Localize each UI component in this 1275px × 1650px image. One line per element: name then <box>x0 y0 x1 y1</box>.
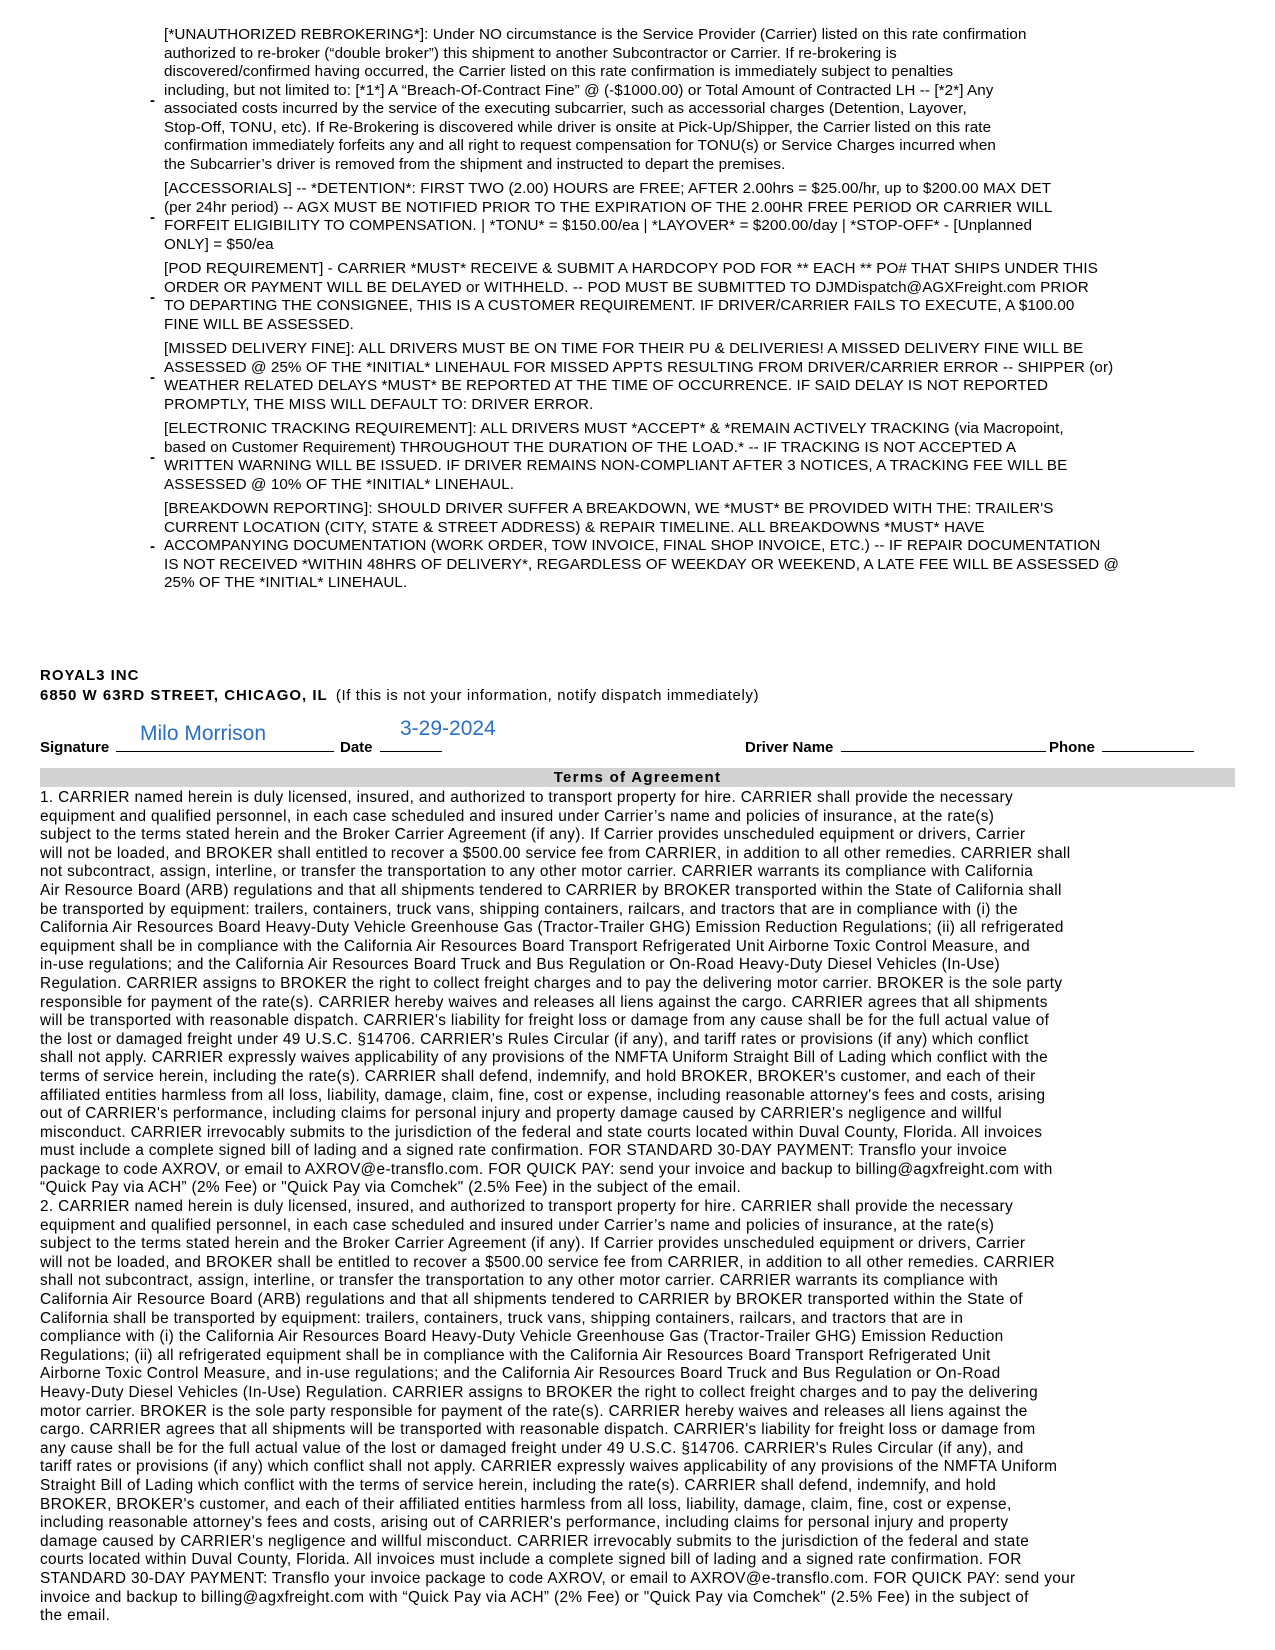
bullet-marker: - <box>150 208 155 226</box>
list-item <box>150 340 1230 414</box>
bullet-marker: - <box>150 288 155 306</box>
bullet-marker: - <box>150 91 155 109</box>
phone-label: Phone <box>1049 739 1095 756</box>
list-item <box>150 26 1230 174</box>
signature-value: Milo Morrison <box>140 722 267 745</box>
date-label: Date <box>340 739 373 756</box>
carrier-info <box>40 666 759 706</box>
phone-field[interactable] <box>1049 738 1194 756</box>
breakdown-reporting-clause: [BREAKDOWN REPORTING]: SHOULD DRIVER SUFFER A BREAKDOWN, WE *MUST* BE PROVIDED WITH THE: TRAILER'S CURRENT LOCATION (CITY, STATE & STREET ADDRESS) & REPAIR TIMELINE. ALL BREAKDOWNS *MUST* HAVE ACCOMPANYING DOCUMENTATION (WORK ORDER, TOW INVOICE, FINAL SHOP INVOICE, ETC.) -- IF REPAIR DOCUMENTATION IS NOT RECEIVED *WITHIN 48HRS OF DELIVERY*, REGARDLESS OF WEEKDAY OR WEEKEND, A LATE FEE WILL BE ASSESSED @ 25% OF THE *INITIAL* LINEHAUL. <box>164 500 1120 591</box>
carrier-info-notice: (If this is not your information, notify dispatch immediately) <box>335 687 760 704</box>
carrier-address: 6850 W 63RD STREET, CHICAGO, IL <box>40 687 328 704</box>
terms-paragraph-1: 1. CARRIER named herein is duly licensed, insured, and authorized to transport property for hire. CARRIER shall provide the necessary equipment and qualified personnel, in each case scheduled and insured under Carrier’s name and policies of insurance, at the rate(s) subject to the terms stated herein and the Broker Carrier Agreement (if any). If Carrier provides unscheduled equipment or drivers, Carrier will not be loaded, and BROKER shall entitled to recover a $500.00 service fee from CARRIER, in addition to all other remedies. CARRIER shall not subcontract, assign, interline, or transfer the transportation to any other motor carrier. CARRIER warrants its compliance with California Air Resource Board (ARB) regulations and that all shipments tendered to CARRIER by BROKER transported within the State of California shall be transported by equipment: trailers, containers, truck vans, shipping containers, railcars, and tractors that are in compliance with (i) the California Air Resources Board Heavy-Duty Vehicle Greenhouse Gas (Tractor-Trailer GHG) Emission Reduction Regulations; (ii) all refrigerated equipment shall be in compliance with the California Air Resources Board Transport Refrigerated Unit Airborne Toxic Control Measure, and in-use regulations; and the California Air Resources Board Truck and Bus Regulation or On-Road Heavy-Duty Diesel Vehicles (In-Use) Regulation. CARRIER assigns to BROKER the right to collect freight charges and to pay the delivering motor carrier. BROKER is the sole party responsible for payment of the rate(s). CARRIER hereby waives and releases all liens against the cargo. CARRIER agrees that all shipments will be transported with reasonable dispatch. CARRIER's liability for freight loss or damage from any cause shall be for the full actual value of the lost or damaged freight under 49 U.S.C. §14706. CARRIER's Rules Circular (if any), and tariff rates or provisions (if any) which conflict shall not apply. CARRIER expressly waives applicability of any provisions of the NMFTA Uniform Straight Bill of Lading which conflict with the terms of service herein, including the rate(s). CARRIER shall defend, indemnify, and hold BROKER, BROKER's customer, and each of their affiliated entities harmless from all loss, liability, damage, claim, fine, cost or expense, including reasonable attorney's fees and costs, arising out of CARRIER's performance, including claims for personal injury and property damage caused by CARRIER's negligence and willful misconduct. CARRIER irrevocably submits to the jurisdiction of the federal and state courts located within Duval County, Florida. All invoices must include a complete signed bill of lading and a signed rate confirmation. FOR STANDARD 30-DAY PAYMENT: Transflo your invoice package to code AXROV, or email to AXROV@e-transflo.com. FOR QUICK PAY: send your invoice and backup to billing@agxfreight.com with “Quick Pay via ACH” (2% Fee) or "Quick Pay via Comchek" (2.5% Fee) in the subject of the email. <box>40 789 1071 1197</box>
bullet-marker: - <box>150 368 155 386</box>
pod-requirement-clause: [POD REQUIREMENT] - CARRIER *MUST* RECEIVE & SUBMIT A HARDCOPY POD FOR ** EACH ** PO# THAT SHIPS UNDER THIS ORDER OR PAYMENT WILL BE DELAYED or WITHHELD. -- POD MUST BE SUBMITTED TO DJMDispatch@AGXFreight.com PRIOR TO DEPARTING THE CONSIGNEE, THIS IS A CUSTOMER REQUIREMENT. IF DRIVER/CARRIER FAILS TO EXECUTE, A $100.00 FINE WILL BE ASSESSED. <box>164 260 1098 333</box>
phone-blank <box>1102 738 1194 752</box>
accessorials-clause: [ACCESSORIALS] -- *DETENTION*: FIRST TWO (2.00) HOURS are FREE; AFTER 2.00hrs = $25.00/hr, up to $200.00 MAX DET (per 24hr period) -- AGX MUST BE NOTIFIED PRIOR TO THE EXPIRATION OF THE 2.00HR FREE PERIOD OR CARRIER WILL FORFEIT ELIGIBILITY TO COMPENSATION. | *TONU* = $150.00/ea | *LAYOVER* = $200.00/day | *STOP-OFF* - [Unplanned ONLY] = $50/ea <box>164 180 1053 253</box>
driver-name-label: Driver Name <box>745 739 834 756</box>
missed-delivery-clause: [MISSED DELIVERY FINE]: ALL DRIVERS MUST BE ON TIME FOR THEIR PU & DELIVERIES! A MISSED DELIVERY FINE WILL BE ASSESSED @ 25% OF THE *INITIAL* LINEHAUL FOR MISSED APPTS RESULTING FROM DRIVER/CARRIER ERROR -- SHIPPER (or) WEATHER RELATED DELAYS *MUST* BE REPORTED AT THE TIME OF OCCURRENCE. IF SAID DELAY IS NOT REPORTED PROMPTLY, THE MISS WILL DEFAULT TO: DRIVER ERROR. <box>164 340 1114 413</box>
tracking-requirement-clause: [ELECTRONIC TRACKING REQUIREMENT]: ALL DRIVERS MUST *ACCEPT* & *REMAIN ACTIVELY TRACKING (via Macropoint, based on Customer Requirement) THROUGHOUT THE DURATION OF THE LOAD.* -- IF TRACKING IS NOT ACCEPTED A WRITTEN WARNING WILL BE ISSUED. IF DRIVER REMAINS NON-COMPLIANT AFTER 3 NOTICES, A TRACKING FEE WILL BE ASSESSED @ 10% OF THE *INITIAL* LINEHAUL. <box>164 420 1068 493</box>
requirements-list <box>150 26 1230 599</box>
list-item <box>150 420 1230 494</box>
carrier-name: ROYAL3 INC <box>40 667 140 684</box>
driver-name-field[interactable] <box>745 738 1046 756</box>
signature-line <box>40 717 1255 762</box>
terms-paragraph-2: 2. CARRIER named herein is duly licensed, insured, and authorized to transport property for hire. CARRIER shall provide the necessary equipment and qualified personnel, in each case scheduled and insured under Carrier’s name and policies of insurance, at the rate(s) subject to the terms stated herein and the Broker Carrier Agreement (if any). If Carrier provides unscheduled equipment or drivers, Carrier will not be loaded, and BROKER shall be entitled to recover a $500.00 service fee from CARRIER, in addition to all other remedies. CARRIER shall not subcontract, assign, interline, or transfer the transportation to any other motor carrier. CARRIER warrants its compliance with California Air Resource Board (ARB) regulations and that all shipments tendered to CARRIER by BROKER transported within the State of California shall be transported by equipment: trailers, containers, truck vans, shipping containers, railcars, and tractors that are in compliance with (i) the California Air Resources Board Heavy-Duty Vehicle Greenhouse Gas (Tractor-Trailer GHG) Emission Reduction Regulations; (ii) all refrigerated equipment shall be in compliance with the California Air Resources Board Transport Refrigerated Unit Airborne Toxic Control Measure, and in-use regulations; and the California Air Resources Board Truck and Bus Regulation or On-Road Heavy-Duty Diesel Vehicles (In-Use) Regulation. CARRIER assigns to BROKER the right to collect freight charges and to pay the delivering motor carrier. BROKER is the sole party responsible for payment of the rate(s). CARRIER hereby waives and releases all liens against the cargo. CARRIER agrees that all shipments will be transported with reasonable dispatch. CARRIER's liability for freight loss or damage from any cause shall be for the full actual value of the lost or damaged freight under 49 U.S.C. §14706. CARRIER's Rules Circular (if any), and tariff rates or provisions (if any) which conflict shall not apply. CARRIER expressly waives applicability of any provisions of the NMFTA Uniform Straight Bill of Lading which conflict with the terms of service herein, including the rate(s). CARRIER shall defend, indemnify, and hold BROKER, BROKER's customer, and each of their affiliated entities harmless from all loss, liability, damage, claim, fine, cost or expense, including reasonable attorney's fees and costs, arising out of CARRIER's performance, including claims for personal injury and property damage caused by CARRIER's negligence and willful misconduct. CARRIER irrevocably submits to the jurisdiction of the federal and state courts located within Duval County, Florida. All invoices must include a complete signed bill of lading and a signed rate confirmation. FOR STANDARD 30-DAY PAYMENT: Transflo your invoice package to code AXROV, or email to AXROV@e-transflo.com. FOR QUICK PAY: send your invoice and backup to billing@agxfreight.com with “Quick Pay via ACH” (2% Fee) or "Quick Pay via Comchek" (2.5% Fee) in the subject of the email. <box>40 1198 1076 1625</box>
bullet-marker: - <box>150 537 155 555</box>
list-item <box>150 180 1230 254</box>
driver-name-blank <box>841 738 1046 752</box>
bullet-marker: - <box>150 448 155 466</box>
terms-heading: Terms of Agreement <box>40 768 1235 787</box>
terms-of-agreement <box>40 789 1240 1626</box>
signature-label: Signature <box>40 739 110 756</box>
date-value: 3-29-2024 <box>400 717 496 740</box>
list-item <box>150 500 1230 593</box>
list-item <box>150 260 1230 334</box>
rebrokering-clause: [*UNAUTHORIZED REBROKERING*]: Under NO circumstance is the Service Provider (Carrier) listed on this rate confirmation authorized to re-broker (“double broker”) this shipment to another Subcontractor or Carrier. If re-brokering is discovered/confirmed having occurred, the Carrier listed on this rate confirmation is immediately subject to penalties including, but not limited to: [*1*] A “Breach-Of-Contract Fine” @ (-$1000.00) or Total Amount of Contracted LH -- [*2*] Any associated costs incurred by the service of the executing subcarrier, such as accessorial charges (Detention, Layover, Stop-Off, TONU, etc). If Re-Brokering is discovered while driver is onsite at Pick-Up/Shipper, the Carrier listed on this rate confirmation immediately forfeits any and all right to request compensation for TONU(s) or Service Charges incurred when the Subcarrier’s driver is removed from the shipment and instructed to depart the premises. <box>164 26 1027 173</box>
carrier-address-line <box>40 686 759 706</box>
